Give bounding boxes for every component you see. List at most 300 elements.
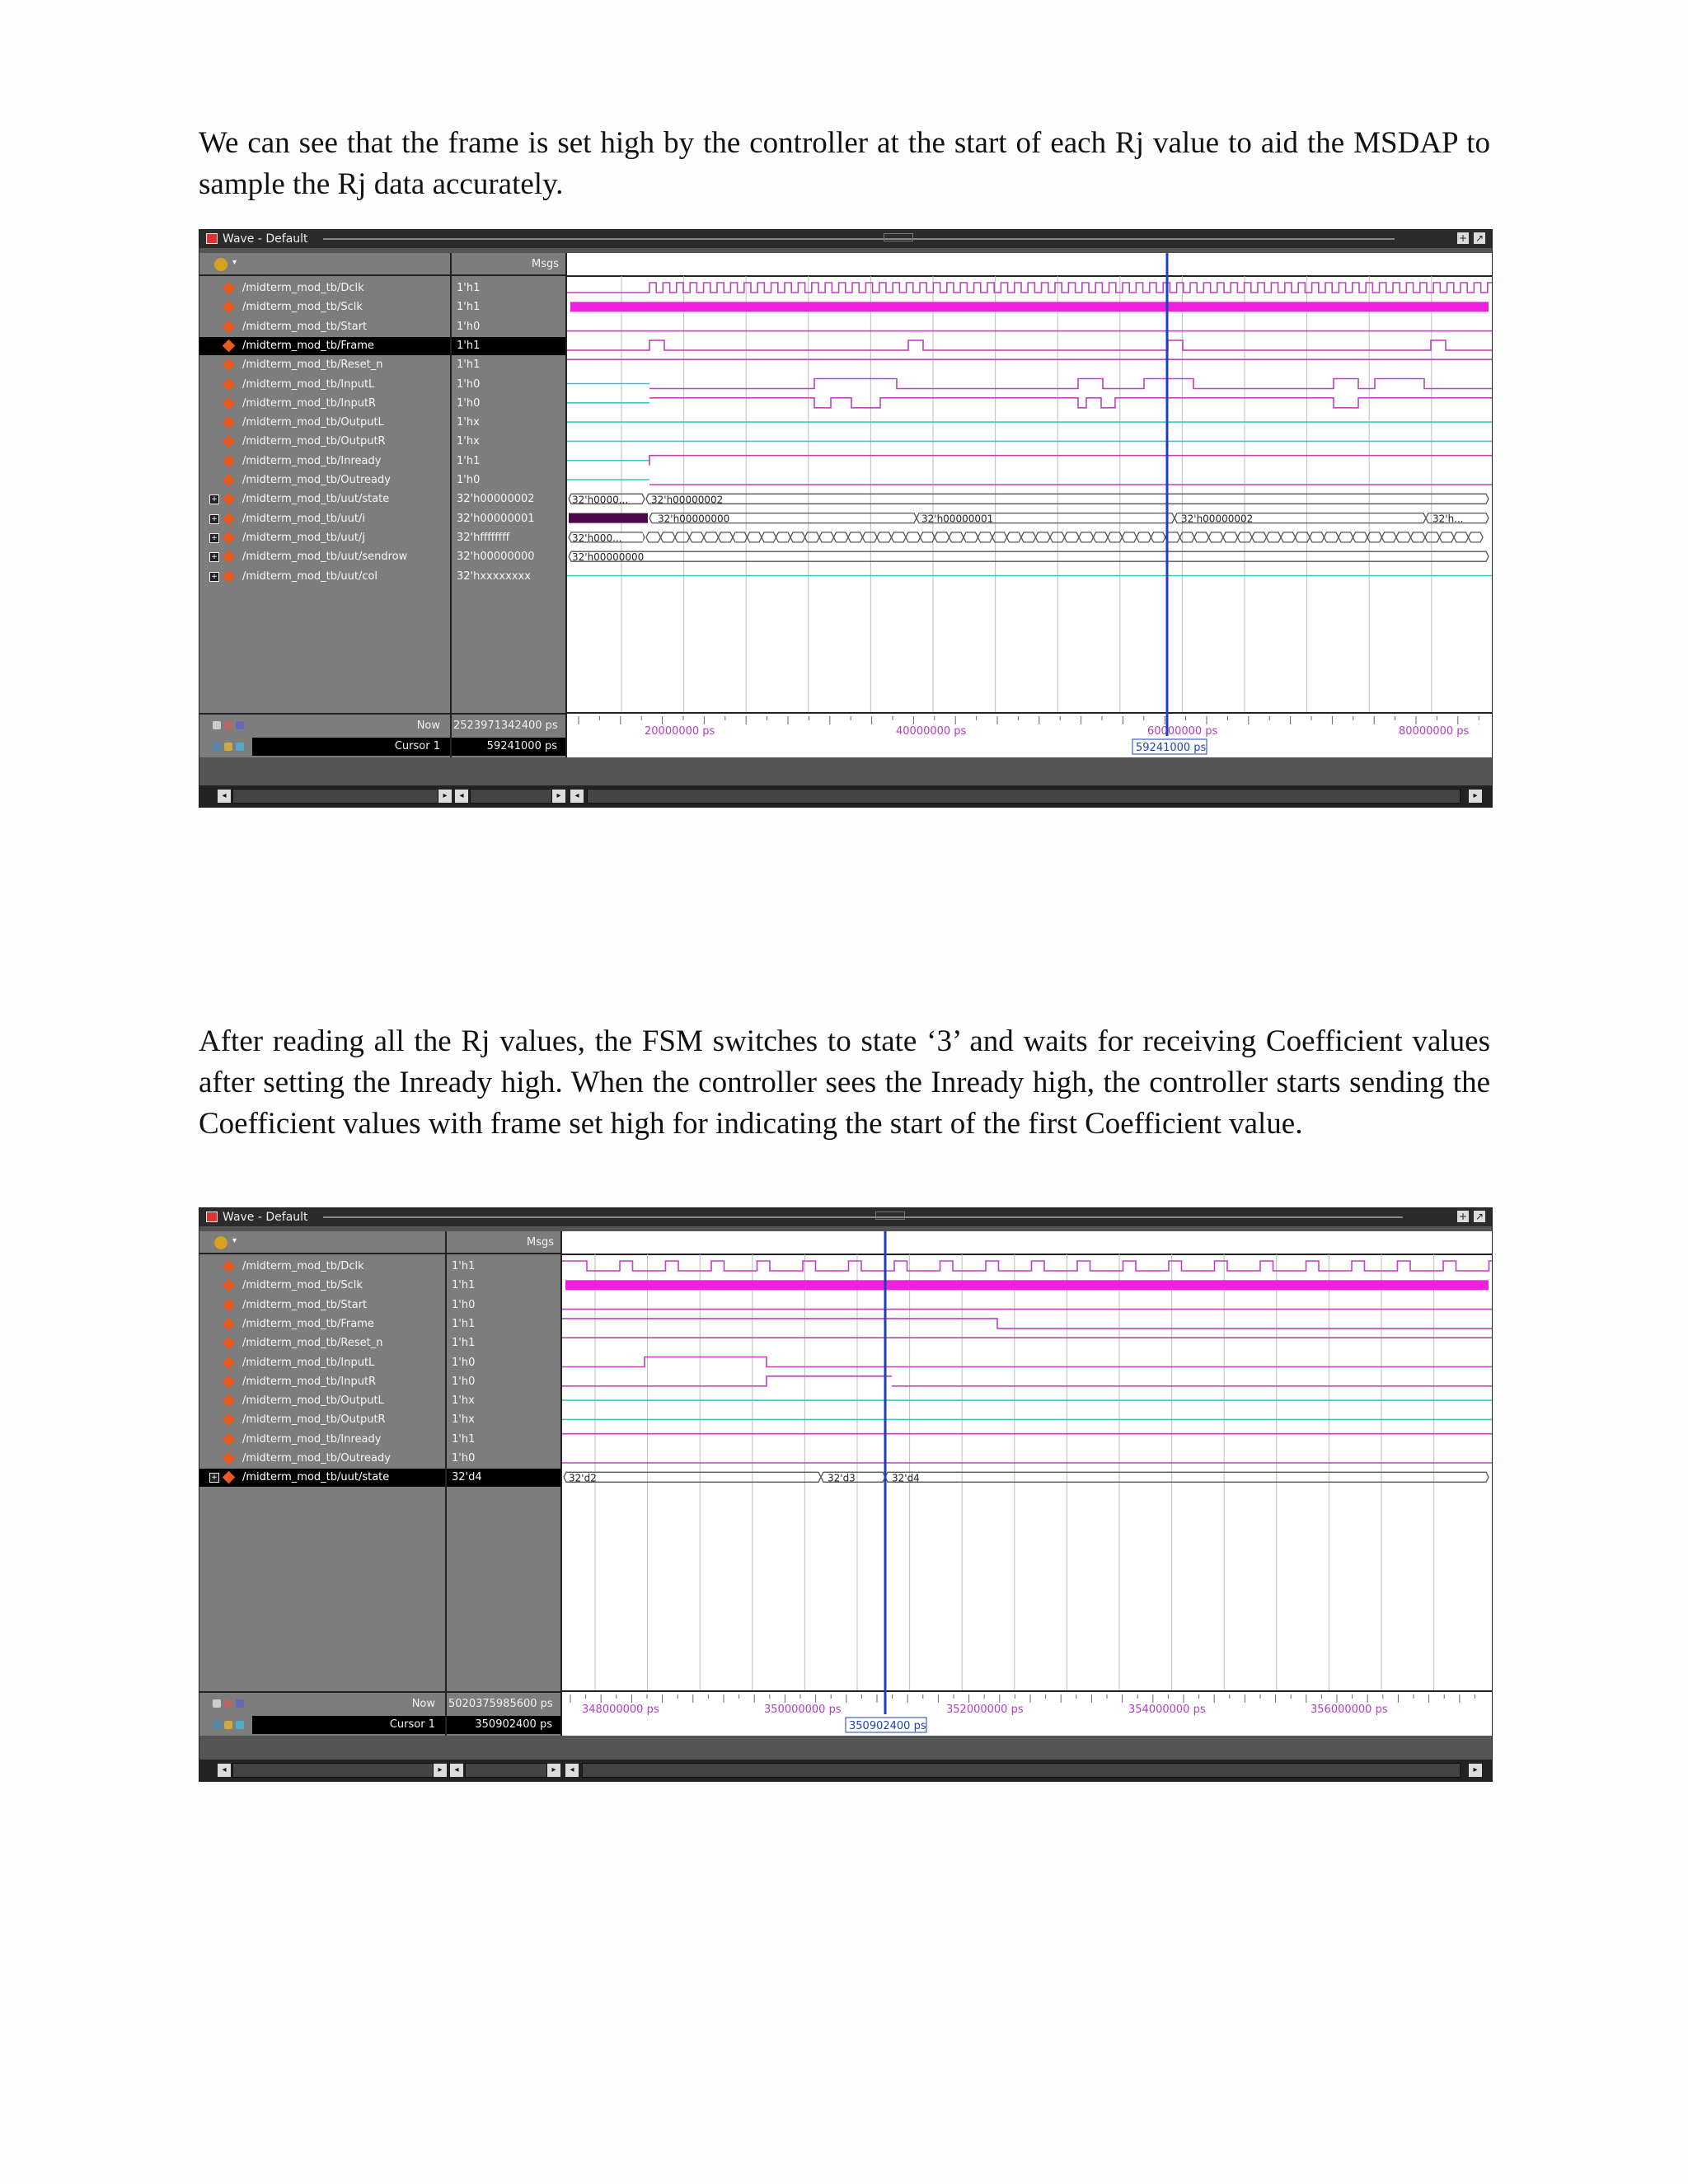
signal-row[interactable] (199, 1411, 445, 1429)
signal-diamond-icon (223, 1318, 236, 1331)
signal-value-row (452, 490, 565, 509)
frame-waveform (562, 1319, 1492, 1329)
signal-value: 32'hxxxxxxxx (457, 569, 531, 583)
wave2-signal-name-pane (199, 1231, 447, 1736)
j-bus (1440, 532, 1455, 542)
wave2-cursor-row (252, 1716, 445, 1734)
timeline-tick-label: 350000000 ps (764, 1704, 842, 1716)
wave2-now-value: 5020375985600 ps (448, 1698, 553, 1710)
signal-value-row (447, 1392, 560, 1410)
signal-name: /midterm_mod_tb/uut/state (242, 1471, 390, 1484)
j-bus (675, 532, 690, 542)
signal-diamond-icon (223, 512, 236, 525)
i-bus-label: 32'h00000000 (658, 513, 730, 525)
pencil-icon[interactable] (224, 1721, 232, 1729)
signal-row[interactable] (199, 376, 450, 394)
j-bus (935, 532, 950, 542)
signal-value: 1'h0 (457, 396, 481, 410)
signal-value-row (447, 1450, 560, 1468)
timeline-tick-label: 356000000 ps (1311, 1704, 1388, 1716)
i-bus-label: 32'h... (1432, 513, 1464, 525)
signal-row[interactable] (199, 298, 450, 316)
signal-row[interactable] (199, 1258, 445, 1276)
signal-value: 1'h0 (457, 474, 481, 486)
signal-value-row (452, 510, 565, 528)
expand-icon[interactable]: + (209, 494, 219, 504)
wave-window-2 (199, 1207, 1493, 1782)
signal-value: 32'd4 (452, 1471, 482, 1484)
value-pane-scroll-track[interactable] (465, 1763, 547, 1778)
dock-icon[interactable]: + (1458, 232, 1468, 244)
scroll-left-icon[interactable]: ◂ (218, 790, 231, 803)
i-bus-label: 32'h00000002 (1181, 513, 1254, 525)
signal-diamond-icon (223, 532, 236, 545)
j-bus (950, 532, 964, 542)
j-bus (848, 532, 863, 542)
wave1-now-label: Now (416, 719, 440, 732)
signal-value: 1'h1 (457, 454, 481, 467)
j-bus (964, 532, 978, 542)
state-bus-label: 32'd4 (892, 1472, 920, 1484)
j-bus (877, 532, 892, 542)
value-scroll-left-icon[interactable]: ◂ (450, 1764, 463, 1777)
signal-name: /midterm_mod_tb/uut/state (242, 493, 390, 506)
signal-diamond-icon (223, 397, 236, 410)
signal-row[interactable] (199, 1469, 445, 1487)
wave-window-icon (206, 233, 218, 244)
signal-name: /midterm_mod_tb/Inready (242, 454, 382, 467)
signal-value: 1'h0 (457, 320, 481, 333)
wave1-cursor-value-row (452, 738, 565, 756)
signal-row[interactable] (199, 510, 450, 528)
signal-value-row (447, 1469, 560, 1487)
state-bus (885, 1472, 1489, 1482)
j-bus (1454, 532, 1469, 542)
palette-dropdown-icon[interactable]: ▾ (232, 1236, 237, 1245)
signal-value-row (447, 1277, 560, 1295)
wave1-cursor-row (252, 738, 450, 756)
j-bus (1382, 532, 1397, 542)
wave1-now-value: 2523971342400 ps (453, 719, 558, 732)
signal-diamond-icon (223, 1413, 236, 1427)
j-bus (834, 532, 849, 542)
j-bus (762, 532, 776, 542)
signal-row[interactable] (199, 279, 450, 298)
wave1-titlebar (199, 230, 1492, 248)
expand-icon[interactable]: + (209, 552, 219, 562)
signal-value-row (452, 414, 565, 432)
signal-value-row (447, 1411, 560, 1429)
j-bus (1223, 532, 1238, 542)
j-bus (1137, 532, 1151, 542)
signal-diamond-icon (223, 454, 236, 467)
signal-name: /midterm_mod_tb/uut/sendrow (242, 551, 408, 564)
signal-value: 1'hx (457, 416, 480, 429)
signal-value-row (452, 529, 565, 547)
timeline-tick-label: 80000000 ps (1399, 725, 1470, 738)
signal-value: 1'hx (457, 435, 480, 448)
j-bus (719, 532, 734, 542)
signal-value-row (452, 356, 565, 374)
palette-icon[interactable] (214, 1236, 227, 1249)
j-bus (921, 532, 935, 542)
signal-diamond-icon (223, 340, 236, 353)
signal-name: /midterm_mod_tb/uut/j (242, 531, 365, 544)
scroll-left-icon[interactable]: ◂ (218, 1764, 231, 1777)
j-bus (748, 532, 762, 542)
signal-value: 32'h00000002 (457, 493, 535, 506)
sendrow-bus (569, 551, 1489, 564)
j-bus (1151, 532, 1166, 542)
j-bus (790, 532, 805, 542)
j-bus (1411, 532, 1426, 542)
wave1-footer-tools (199, 713, 450, 759)
state-bus-label: 32'd3 (828, 1472, 856, 1484)
wave2-msgs-header (447, 1231, 560, 1254)
wave1-msgs-label: Msgs (531, 258, 559, 270)
wave1-value-pane (452, 253, 567, 757)
lock-icon[interactable] (213, 1721, 221, 1729)
signal-diamond-icon (223, 377, 236, 391)
signal-value-row (452, 279, 565, 298)
signal-value-row (452, 298, 565, 316)
signal-diamond-icon (223, 1279, 236, 1292)
signal-value-row (447, 1334, 560, 1352)
edit-tool-icon[interactable] (224, 1699, 232, 1708)
signal-row[interactable] (199, 1392, 445, 1410)
wave1-waveform-svg[interactable] (567, 253, 1492, 757)
paragraph-1: We can see that the frame is set high by the controller at the start of each Rj value to aid the MSDAP to sample the Rj data accurately. (199, 126, 1490, 201)
palette-dropdown-icon[interactable]: ▾ (232, 258, 237, 267)
wave-scroll-right-icon[interactable]: ▸ (1469, 1764, 1482, 1777)
scroll-right-icon[interactable]: ▸ (434, 1764, 447, 1777)
paragraph-2: After reading all the Rj values, the FSM switches to state ‘3’ and waits for receiving Coefficient values after setting the Inready high. When the controller sees the Inready high, the controller starts sending the Coefficient values with frame set high for indicating the start of the first Coefficient value. (199, 1024, 1490, 1141)
signal-row[interactable] (199, 1431, 445, 1449)
signal-name: /midterm_mod_tb/Outready (242, 474, 391, 486)
timeline-tick-label: 60000000 ps (1147, 725, 1218, 738)
signal-name: /midterm_mod_tb/InputR (242, 396, 377, 410)
wave2-cursor-label: Cursor 1 (389, 1718, 435, 1731)
j-bus (906, 532, 921, 542)
signal-diamond-icon (223, 1452, 236, 1465)
signal-value: 32'hffffffff (457, 531, 510, 544)
signal-name: /midterm_mod_tb/Start (242, 320, 368, 333)
j-bus (1469, 532, 1484, 542)
expand-icon[interactable]: + (209, 572, 219, 582)
j-bus (992, 532, 1007, 542)
signal-name: /midterm_mod_tb/Sclk (242, 1279, 363, 1292)
name-pane-scroll-track[interactable] (232, 789, 438, 804)
signal-name: /midterm_mod_tb/Outready (242, 1452, 391, 1465)
signal-diamond-icon (223, 1394, 236, 1408)
signal-value: 1'h0 (452, 1356, 476, 1369)
signal-name: /midterm_mod_tb/Inready (242, 1432, 382, 1446)
j-bus (1310, 532, 1325, 542)
i-bus-initial (569, 513, 648, 523)
state-bus-label: 32'd2 (569, 1472, 597, 1484)
zoom-tool-icon[interactable] (213, 721, 221, 729)
dclk-waveform (562, 1261, 1492, 1271)
wave-pane-scroll-track[interactable] (582, 1763, 1461, 1778)
wave2-cursor-flag-text: 350902400 ps (849, 1720, 926, 1732)
signal-diamond-icon (223, 569, 236, 583)
dock-icon[interactable]: + (1458, 1211, 1468, 1222)
signal-value-row (447, 1296, 560, 1315)
wave1-scrollbar[interactable] (199, 785, 1492, 807)
signal-diamond-icon (223, 1471, 236, 1484)
signal-name: /midterm_mod_tb/Dclk (242, 1260, 364, 1272)
signal-row[interactable] (199, 1334, 445, 1352)
view-tool-icon[interactable] (236, 721, 244, 729)
timeline-tick-label: 40000000 ps (896, 725, 967, 738)
view-tool-icon[interactable] (236, 1699, 244, 1708)
j-bus (776, 532, 791, 542)
wave-window-icon (206, 1212, 218, 1222)
value-scroll-right-icon[interactable]: ▸ (552, 790, 565, 803)
signal-value: 1'h1 (452, 1337, 476, 1350)
signal-value-row (452, 318, 565, 336)
signal-value: 1'h0 (452, 1452, 476, 1465)
wave-scroll-left-icon[interactable]: ◂ (570, 790, 584, 803)
j-bus-label: 32'h000... (572, 532, 622, 544)
wave1-waveform-pane[interactable] (567, 253, 1492, 757)
wave2-footer-tools (199, 1691, 445, 1737)
signal-value-row (452, 568, 565, 586)
signal-value-row (452, 548, 565, 566)
expand-icon[interactable]: + (209, 533, 219, 543)
j-bus (1036, 532, 1051, 542)
signal-name: /midterm_mod_tb/OutputL (242, 416, 384, 429)
signal-value-row (452, 395, 565, 413)
j-bus (1325, 532, 1339, 542)
signal-value: 1'hx (452, 1413, 475, 1427)
signal-row[interactable] (199, 1296, 445, 1315)
signal-name: /midterm_mod_tb/Reset_n (242, 1337, 383, 1350)
wave-scroll-left-icon[interactable]: ◂ (565, 1764, 579, 1777)
state-bus (564, 1472, 821, 1482)
inputr-waveform (562, 1376, 892, 1386)
signal-value: 1'h1 (452, 1260, 476, 1272)
signal-name: /midterm_mod_tb/OutputR (242, 1413, 386, 1427)
signal-value: 1'h0 (457, 377, 481, 391)
wave1-cursor-value: 59241000 ps (486, 740, 557, 752)
signal-value-row (452, 376, 565, 394)
signal-row[interactable] (199, 1354, 445, 1372)
state-bus (646, 494, 1489, 504)
expand-icon[interactable]: + (209, 1473, 219, 1483)
sclk-waveform (570, 302, 1489, 312)
sclk-waveform (565, 1280, 1489, 1290)
signal-row[interactable] (199, 1315, 445, 1333)
signal-row[interactable] (199, 433, 450, 451)
pencil-icon[interactable] (224, 743, 232, 751)
wave1-title: Wave - Default (223, 232, 308, 246)
undock-icon[interactable]: ↗ (1475, 1211, 1484, 1222)
wave2-title: Wave - Default (223, 1211, 308, 1224)
signal-diamond-icon (223, 416, 236, 429)
inputl-waveform (562, 1357, 1492, 1367)
signal-row[interactable] (199, 490, 450, 509)
wave2-msgs-label: Msgs (526, 1236, 554, 1249)
j-bus (1021, 532, 1036, 542)
j-bus (690, 532, 705, 542)
signal-name: /midterm_mod_tb/Frame (242, 339, 374, 352)
frame-waveform (567, 340, 1492, 350)
signal-row[interactable] (199, 529, 450, 547)
signal-diamond-icon (223, 359, 236, 372)
wave2-header-strip (562, 1231, 1492, 1254)
j-bus (978, 532, 993, 542)
wave1-cursor-label: Cursor 1 (394, 740, 440, 752)
signal-name: /midterm_mod_tb/Reset_n (242, 359, 383, 372)
timeline-tick-label: 352000000 ps (946, 1704, 1024, 1716)
j-bus (1267, 532, 1282, 542)
signal-name: /midterm_mod_tb/InputL (242, 1356, 375, 1369)
j-bus (1296, 532, 1311, 542)
signal-diamond-icon (223, 493, 236, 506)
drag-handle-icon[interactable] (884, 233, 913, 241)
signal-name: /midterm_mod_tb/InputR (242, 1375, 377, 1388)
j-bus (733, 532, 748, 542)
signal-diamond-icon (223, 1432, 236, 1446)
signal-value: 1'h1 (452, 1317, 476, 1330)
wave2-titlebar (199, 1208, 1492, 1226)
signal-name: /midterm_mod_tb/InputL (242, 377, 375, 391)
signal-row[interactable] (199, 395, 450, 413)
value-pane-scroll-track[interactable] (470, 789, 552, 804)
j-bus (892, 532, 907, 542)
wave1-signal-name-pane (199, 253, 452, 757)
j-bus (1209, 532, 1224, 542)
signal-value-row (447, 1315, 560, 1333)
signal-value: 1'h1 (457, 282, 481, 294)
value-scroll-left-icon[interactable]: ◂ (455, 790, 468, 803)
signal-diamond-icon (223, 1298, 236, 1311)
wave2-name-header (199, 1231, 445, 1254)
undock-icon[interactable]: ↗ (1475, 232, 1484, 244)
signal-row[interactable] (199, 548, 450, 566)
wave2-value-footer (447, 1691, 560, 1737)
signal-name: /midterm_mod_tb/OutputR (242, 435, 386, 448)
j-bus (704, 532, 719, 542)
wave2-now-label: Now (411, 1698, 435, 1710)
inputl-waveform (649, 379, 1492, 389)
drag-handle-icon[interactable] (875, 1212, 905, 1220)
signal-diamond-icon (223, 1260, 236, 1273)
expand-icon[interactable]: + (209, 514, 219, 524)
signal-row[interactable] (199, 1277, 445, 1295)
inready-waveform (649, 456, 1492, 466)
signal-diamond-icon (223, 282, 236, 295)
signal-row[interactable] (199, 452, 450, 471)
j-bus (805, 532, 820, 542)
wave2-value-pane (447, 1231, 562, 1736)
signal-row[interactable] (199, 471, 450, 490)
name-pane-scroll-track[interactable] (232, 1763, 434, 1778)
j-bus (1252, 532, 1267, 542)
j-bus (646, 532, 661, 542)
inputr-waveform (649, 398, 1492, 408)
j-bus (1065, 532, 1080, 542)
wave1-msgs-header (452, 253, 565, 276)
wave2-waveform-pane[interactable] (562, 1231, 1492, 1736)
timeline-tick-label: 354000000 ps (1128, 1704, 1206, 1716)
signal-row[interactable] (199, 414, 450, 432)
j-bus (1353, 532, 1368, 542)
dclk-waveform (567, 283, 1492, 293)
signal-row[interactable] (199, 1450, 445, 1468)
j-bus (1281, 532, 1296, 542)
signal-value: 32'h00000000 (457, 551, 535, 564)
wave1-value-footer (452, 713, 565, 759)
signal-value-row (452, 471, 565, 490)
signal-value: 1'h1 (452, 1279, 476, 1292)
signal-value: 1'h1 (457, 301, 481, 314)
i-bus-label: 32'h00000001 (921, 513, 994, 525)
signal-diamond-icon (223, 301, 236, 314)
wave2-cursor-value: 350902400 ps (475, 1718, 552, 1731)
zoom-tool-icon[interactable] (213, 1699, 221, 1708)
signal-diamond-icon (223, 1356, 236, 1369)
signal-row[interactable] (199, 1373, 445, 1391)
signal-name: /midterm_mod_tb/uut/col (242, 569, 378, 583)
signal-value: 1'h1 (452, 1432, 476, 1446)
signal-value: 1'hx (452, 1394, 475, 1408)
j-bus (661, 532, 676, 542)
signal-value-row (447, 1373, 560, 1391)
signal-diamond-icon (223, 1337, 236, 1350)
wave2-waveform-svg[interactable] (562, 1231, 1492, 1736)
signal-value: 32'h00000001 (457, 512, 535, 525)
signal-value-row (452, 452, 565, 471)
wave-pane-scroll-track[interactable] (587, 789, 1461, 804)
j-bus (1123, 532, 1137, 542)
signal-diamond-icon (223, 1376, 236, 1389)
signal-diamond-icon (223, 551, 236, 564)
signal-diamond-icon (223, 320, 236, 333)
signal-value-row (452, 433, 565, 451)
signal-value: 1'h1 (457, 339, 481, 352)
signal-value: 1'h1 (457, 359, 481, 372)
j-bus (819, 532, 834, 542)
state-bus-label: 32'h0000... (572, 494, 629, 506)
wave2-scrollbar[interactable] (199, 1760, 1492, 1781)
j-bus (1194, 532, 1209, 542)
lock-icon[interactable] (213, 743, 221, 751)
cursor-add-icon[interactable] (236, 743, 244, 751)
wave-scroll-right-icon[interactable]: ▸ (1469, 790, 1482, 803)
signal-diamond-icon (223, 435, 236, 448)
signal-name: /midterm_mod_tb/Sclk (242, 301, 363, 314)
palette-icon[interactable] (214, 258, 227, 271)
value-scroll-right-icon[interactable]: ▸ (547, 1764, 560, 1777)
wave1-name-header (199, 253, 450, 276)
signal-diamond-icon (223, 474, 236, 487)
signal-name: /midterm_mod_tb/uut/i (242, 512, 365, 525)
signal-name: /midterm_mod_tb/Dclk (242, 282, 364, 294)
signal-row[interactable] (199, 318, 450, 336)
signal-row[interactable] (199, 356, 450, 374)
j-bus (1425, 532, 1440, 542)
sendrow-bus-label: 32'h00000000 (572, 551, 645, 564)
wave-window-1 (199, 229, 1493, 808)
j-bus (1339, 532, 1353, 542)
signal-row[interactable] (199, 337, 450, 355)
signal-row[interactable] (199, 568, 450, 586)
edit-tool-icon[interactable] (224, 721, 232, 729)
cursor-add-icon[interactable] (236, 1721, 244, 1729)
scroll-right-icon[interactable]: ▸ (438, 790, 452, 803)
